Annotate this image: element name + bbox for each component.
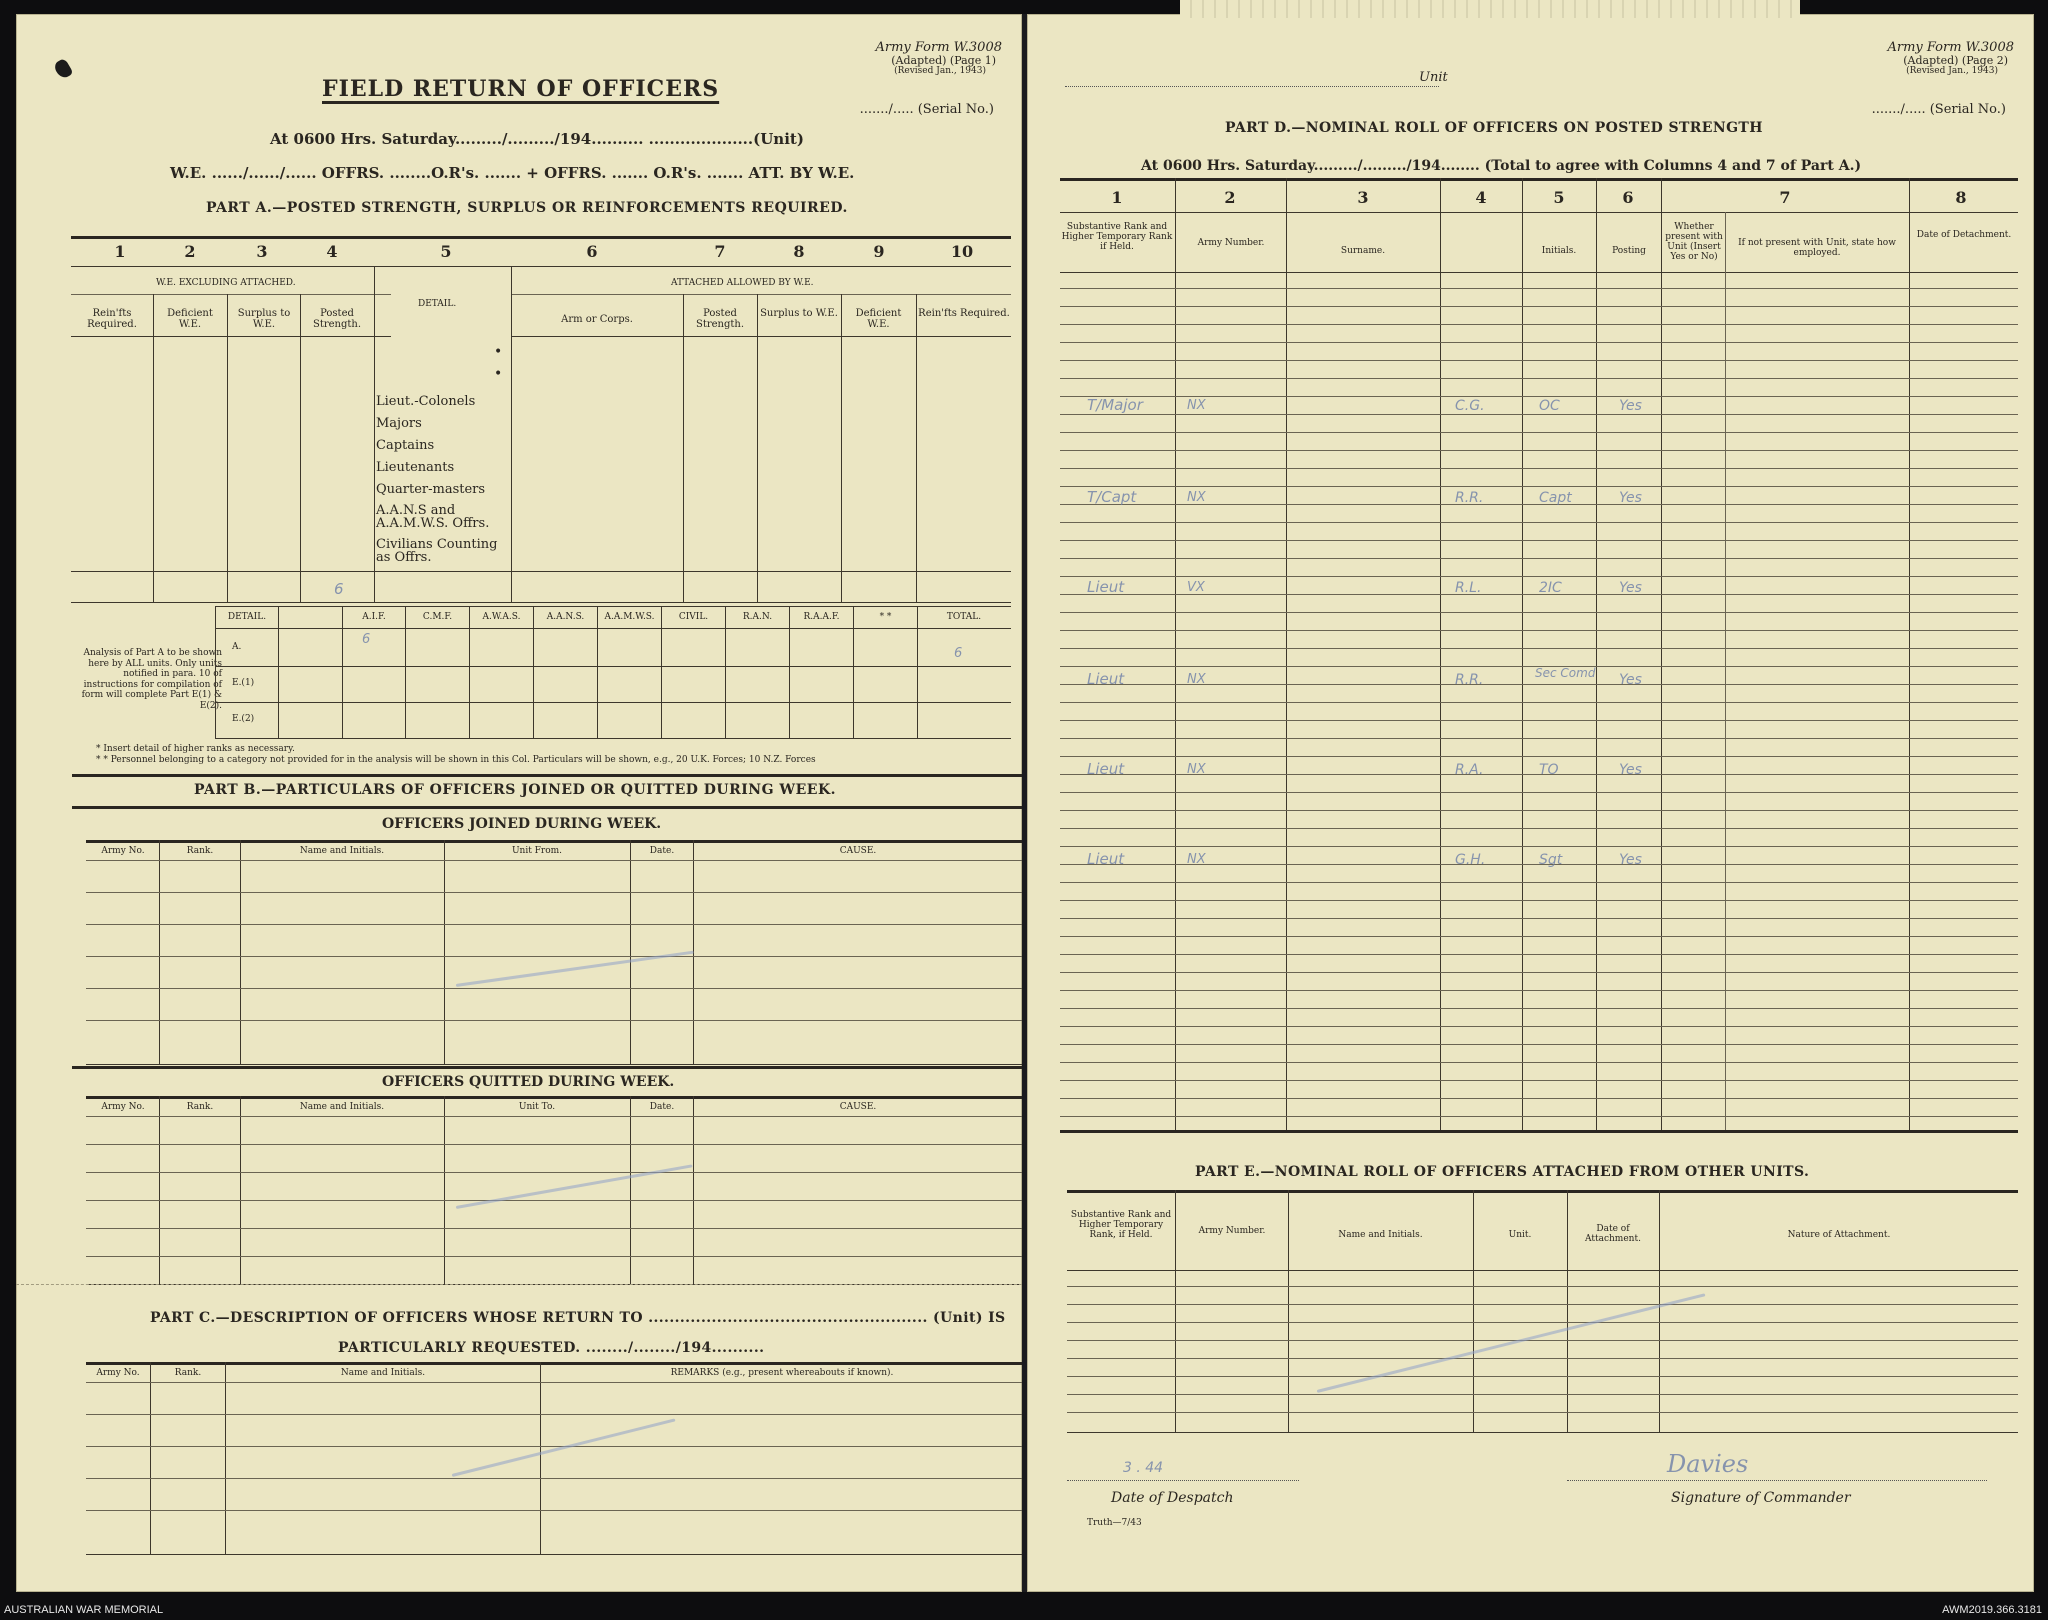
ruled-row — [1060, 468, 2018, 469]
quitted-header: Unit To. — [518, 1102, 556, 1112]
footnote-2: * * Personnel belonging to a category not provided for in the analysis will be shown in this Col. Particulars will be shown, e.g., 20 U.K. Forces; 10 N.Z. Forces — [96, 755, 816, 765]
col-num: 3 — [256, 242, 268, 261]
part-e-header: Name and Initials. — [1338, 1230, 1423, 1240]
ruled-row — [1060, 414, 2018, 415]
ruled-row — [1060, 936, 2018, 937]
ruled-row — [1060, 702, 2018, 703]
ruled-row — [1060, 324, 2018, 325]
analysis-row-label: A. — [232, 642, 242, 652]
part-d-header: Surname. — [1340, 246, 1386, 256]
col-num: 8 — [1955, 188, 1967, 207]
part-c-header: Army No. — [96, 1368, 140, 1378]
ruled-row — [1060, 1026, 2018, 1027]
torn-edge — [1180, 0, 1800, 18]
col-posted: Posted Strength. — [312, 308, 362, 330]
ruled-row — [1060, 486, 2018, 487]
detail-label: DETAIL. — [418, 299, 457, 309]
hand-present: Yes — [1619, 852, 1642, 868]
hand-number: NX — [1187, 490, 1206, 505]
hand-initials: C.G. — [1455, 398, 1485, 414]
col-num: 8 — [793, 242, 805, 261]
binding-gap — [1022, 14, 1027, 1592]
part-e-header: Army Number. — [1198, 1226, 1266, 1236]
part-c-title-2: PARTICULARLY REQUESTED. ......../......../194.......... — [338, 1340, 765, 1356]
signature-of-commander-label: Signature of Commander — [1671, 1490, 1851, 1506]
ruled-row — [1060, 918, 2018, 919]
ruled-row — [1060, 1044, 2018, 1045]
hand-initials: R.R. — [1455, 672, 1484, 688]
joined-header: CAUSE. — [839, 846, 877, 856]
part-d-header: Substantive Rank and Higher Temporary Rank if Held. — [1061, 222, 1173, 252]
hand-initials: R.A. — [1455, 762, 1484, 778]
part-e-header: Substantive Rank and Higher Temporary Rank, if Held. — [1070, 1210, 1172, 1240]
form-id: Army Form W.3008 — [875, 40, 1002, 55]
joined-header: Rank. — [186, 846, 214, 856]
hand-number: NX — [1187, 852, 1206, 867]
quitted-title: OFFICERS QUITTED DURING WEEK. — [382, 1074, 675, 1090]
ruled-row — [1060, 540, 2018, 541]
col-arm: Arm or Corps. — [561, 314, 633, 325]
analysis-header: A.I.F. — [362, 612, 386, 622]
ruled-row — [1060, 360, 2018, 361]
ruled-row — [1060, 432, 2018, 433]
rank-item: Civilians Counting as Offrs. — [376, 537, 498, 565]
part-d-header: Initials. — [1541, 246, 1577, 256]
ruled-row — [1060, 612, 2018, 613]
hand-present: Yes — [1619, 672, 1642, 688]
col-surplus: Surplus to W.E. — [237, 308, 291, 330]
ruled-row — [1060, 810, 2018, 811]
ruled-row — [1060, 450, 2018, 451]
col-num: 6 — [586, 242, 598, 261]
quitted-header: Army No. — [101, 1102, 145, 1112]
rank-item: Captains — [376, 438, 435, 453]
pencil-strike — [452, 1418, 676, 1477]
ruled-row — [1060, 846, 2018, 847]
part-a-title: PART A.—POSTED STRENGTH, SURPLUS OR REINFORCEMENTS REQUIRED. — [206, 200, 848, 216]
hand-posting: Sec Comd — [1535, 666, 1596, 680]
we-line: W.E. ....../....../...... OFFRS. ........O.R's. ....... + OFFRS. ....... O.R's. ....... ATT. BY W.E. — [170, 164, 855, 182]
analysis-note: Analysis of Part A to be shown here by ALL units. Only units notified in para. 10 of instructions for compilation of form will complete Part E(1) & E(2). — [81, 648, 222, 711]
ruled-row — [1060, 558, 2018, 559]
handwritten-analysis-total: 6 — [954, 646, 963, 661]
hand-initials: G.H. — [1455, 852, 1486, 868]
analysis-header: CIVIL. — [678, 612, 709, 622]
ruled-row — [1060, 342, 2018, 343]
footer-accession: AWM2019.366.3181 — [1942, 1604, 2042, 1616]
hand-initials: R.R. — [1455, 490, 1484, 506]
quitted-header: CAUSE. — [839, 1102, 877, 1112]
form-revised: (Revised Jan., 1943) — [1906, 66, 1998, 76]
hand-posting: Capt — [1539, 490, 1572, 506]
ruled-row — [1060, 756, 2018, 757]
part-c-header: REMARKS (e.g., present whereabouts if known). — [670, 1368, 894, 1378]
bullet-mark: • — [494, 366, 503, 382]
hand-rank: Lieut — [1087, 760, 1125, 778]
col-surplus-2: Surplus to W.E. — [760, 308, 838, 319]
ruled-row — [1060, 792, 2018, 793]
hand-present: Yes — [1619, 580, 1642, 596]
form-revised: (Revised Jan., 1943) — [894, 66, 986, 76]
hand-initials: R.L. — [1455, 580, 1482, 596]
analysis-row-label: E.(1) — [232, 678, 255, 688]
form-id: Army Form W.3008 — [1887, 40, 2014, 55]
joined-title: OFFICERS JOINED DURING WEEK. — [382, 816, 662, 832]
form-page-1 — [16, 14, 1022, 1592]
analysis-header: R.A.A.F. — [803, 612, 840, 622]
hand-posting: Sgt — [1539, 852, 1563, 868]
part-d-header: Posting — [1612, 246, 1646, 256]
ruled-row — [1060, 954, 2018, 955]
ruled-row — [1060, 882, 2018, 883]
ruled-row — [1060, 1116, 2018, 1117]
hand-posting: OC — [1539, 398, 1560, 414]
form-adapted: (Adapted) (Page 2) — [1903, 54, 2008, 67]
col-deficient-2: Deficient W.E. — [855, 308, 902, 330]
part-e-header: Unit. — [1508, 1230, 1532, 1240]
joined-header: Unit From. — [511, 846, 563, 856]
footnote-1: * Insert detail of higher ranks as necessary. — [96, 744, 295, 754]
analysis-header: R.A.N. — [742, 612, 773, 622]
quitted-header: Date. — [649, 1102, 675, 1112]
we-excluding-label: W.E. EXCLUDING ATTACHED. — [156, 278, 296, 288]
ruled-row — [1060, 900, 2018, 901]
hand-number: NX — [1187, 398, 1206, 413]
ruled-row — [1060, 720, 2018, 721]
part-d-title: PART D.—NOMINAL ROLL OF OFFICERS ON POSTED STRENGTH — [1225, 120, 1763, 136]
analysis-header: A.A.M.W.S. — [604, 612, 655, 622]
joined-header: Date. — [649, 846, 675, 856]
part-d-header: Army Number. — [1197, 238, 1265, 248]
part-d-header: Whether present with Unit (Insert Yes or No) — [1665, 222, 1723, 262]
col-num: 6 — [1622, 188, 1634, 207]
analysis-header: TOTAL. — [946, 612, 982, 622]
ruled-row — [1060, 288, 2018, 289]
ruled-row — [1060, 1062, 2018, 1063]
rank-item: Lieutenants — [376, 460, 455, 475]
pencil-strike — [1317, 1293, 1706, 1393]
quitted-header: Rank. — [186, 1102, 214, 1112]
part-c-header: Name and Initials. — [340, 1368, 426, 1378]
ruled-row — [1060, 648, 2018, 649]
analysis-header: A.W.A.S. — [482, 612, 521, 622]
quitted-header: Name and Initials. — [299, 1102, 385, 1112]
hand-rank: Lieut — [1087, 670, 1125, 688]
part-d-at-line: At 0600 Hrs. Saturday........./........./194........ (Total to agree with Columns 4 and 7 of Part A.) — [1141, 158, 1862, 174]
at-hours-line: At 0600 Hrs. Saturday........./........./194.......... ....................(Unit) — [270, 130, 804, 148]
ruled-row — [1060, 396, 2018, 397]
hand-number: VX — [1187, 580, 1205, 595]
col-num: 10 — [950, 242, 974, 261]
unit-label: Unit — [1419, 70, 1448, 85]
rank-item: Lieut.-Colonels — [376, 394, 476, 409]
page-title: FIELD RETURN OF OFFICERS — [322, 76, 720, 102]
rank-item: Majors — [376, 416, 422, 431]
punch-hole — [52, 58, 73, 81]
col-num: 4 — [326, 242, 338, 261]
part-e-header: Nature of Attachment. — [1787, 1230, 1891, 1240]
analysis-header: DETAIL. — [227, 612, 267, 622]
col-num: 7 — [1779, 188, 1791, 207]
ruled-row — [1060, 738, 2018, 739]
hand-signature: Davies — [1667, 1450, 1749, 1478]
col-num: 5 — [440, 242, 452, 261]
part-d-header: Date of Detachment. — [1916, 230, 2012, 240]
col-num: 3 — [1357, 188, 1369, 207]
part-d-header: If not present with Unit, state how employed. — [1738, 238, 1896, 258]
hand-present: Yes — [1619, 398, 1642, 414]
ruled-row — [1060, 1098, 2018, 1099]
attached-allowed-label: ATTACHED ALLOWED BY W.E. — [671, 278, 814, 288]
col-num: 1 — [1111, 188, 1123, 207]
analysis-header: * * — [879, 612, 892, 622]
form-page-2 — [1027, 14, 2034, 1592]
hand-present: Yes — [1619, 490, 1642, 506]
hand-rank: Lieut — [1087, 578, 1125, 596]
handwritten-posted-total: 6 — [334, 580, 344, 598]
ruled-row — [1060, 972, 2018, 973]
col-num: 2 — [184, 242, 196, 261]
hand-rank: T/Major — [1087, 396, 1143, 414]
part-b-title: PART B.—PARTICULARS OF OFFICERS JOINED OR QUITTED DURING WEEK. — [194, 782, 837, 798]
bullet-mark: • — [494, 344, 503, 360]
serial-no: ......./..... (Serial No.) — [1871, 102, 2006, 117]
handwritten-analysis-a: 6 — [362, 632, 371, 647]
analysis-header: C.M.F. — [422, 612, 453, 622]
col-reinf-2: Rein'fts Required. — [918, 308, 1010, 319]
form-adapted: (Adapted) (Page 1) — [891, 54, 996, 67]
fold-line — [16, 1284, 1022, 1285]
rank-item: A.A.N.S and A.A.M.W.S. Offrs. — [376, 503, 490, 531]
ruled-row — [1060, 522, 2018, 523]
col-reinf: Rein'fts Required. — [87, 308, 137, 330]
col-num: 7 — [714, 242, 726, 261]
rank-item: Quarter-masters — [376, 482, 486, 497]
col-num: 5 — [1553, 188, 1565, 207]
footer-institution: AUSTRALIAN WAR MEMORIAL — [4, 1604, 164, 1616]
hand-rank: Lieut — [1087, 850, 1125, 868]
ruled-row — [1060, 576, 2018, 577]
hand-number: NX — [1187, 762, 1206, 777]
ruled-row — [1060, 1008, 2018, 1009]
ruled-row — [1060, 990, 2018, 991]
ruled-row — [1060, 828, 2018, 829]
col-deficient: Deficient W.E. — [167, 308, 213, 330]
hand-number: NX — [1187, 672, 1206, 687]
ruled-row — [1060, 306, 2018, 307]
joined-header: Army No. — [101, 846, 145, 856]
ruled-row — [1060, 1080, 2018, 1081]
col-num: 2 — [1224, 188, 1236, 207]
part-e-title: PART E.—NOMINAL ROLL OF OFFICERS ATTACHED FROM OTHER UNITS. — [1195, 1164, 1810, 1180]
ruled-row — [1060, 378, 2018, 379]
hand-posting: TO — [1539, 762, 1559, 778]
hand-rank: T/Capt — [1087, 488, 1137, 506]
joined-header: Name and Initials. — [299, 846, 385, 856]
hand-despatch-date: 3 . 44 — [1123, 1460, 1164, 1476]
printer-imprint: Truth—7/43 — [1087, 1518, 1142, 1528]
col-num: 4 — [1475, 188, 1487, 207]
part-e-header: Date of Attachment. — [1585, 1224, 1641, 1244]
part-c-header: Rank. — [174, 1368, 202, 1378]
analysis-row-label: E.(2) — [232, 714, 255, 724]
col-num: 1 — [114, 242, 126, 261]
col-num: 9 — [873, 242, 885, 261]
ruled-row — [1060, 630, 2018, 631]
hand-posting: 2IC — [1539, 580, 1562, 596]
serial-no: ......./..... (Serial No.) — [859, 102, 994, 117]
part-c-title: PART C.—DESCRIPTION OF OFFICERS WHOSE RETURN TO ..................................................... (Unit) IS — [150, 1310, 1006, 1326]
date-of-despatch-label: Date of Despatch — [1111, 1490, 1234, 1506]
hand-present: Yes — [1619, 762, 1642, 778]
analysis-header: A.A.N.S. — [546, 612, 585, 622]
col-posted-2: Posted Strength. — [695, 308, 745, 330]
